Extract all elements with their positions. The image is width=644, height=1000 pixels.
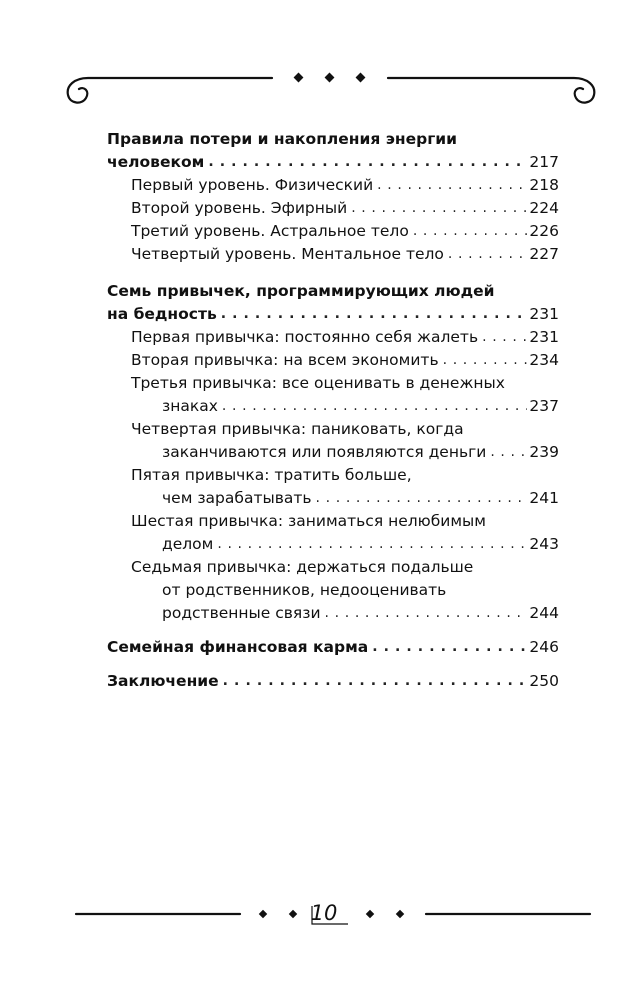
toc-page-number: 231 — [529, 328, 559, 346]
toc-entry-title-line: от родственников, недооценивать — [162, 581, 447, 599]
toc-page-number: 243 — [529, 535, 559, 553]
toc-entry-habit-6[interactable] — [107, 510, 559, 556]
toc-entry-line — [107, 487, 559, 510]
dot-leader — [377, 174, 527, 197]
toc-entry-title: Первый уровень. Физический — [131, 176, 374, 194]
toc-entry-title: Заключение — [107, 672, 219, 690]
toc-entry-habit-5[interactable] — [107, 464, 559, 510]
toc-page-number: 226 — [529, 222, 559, 240]
toc-entry-title: Семейная финансовая карма — [107, 638, 369, 656]
top-ornament — [0, 0, 644, 120]
toc-page-number: 224 — [529, 199, 559, 217]
toc-entry-habit-7[interactable] — [107, 556, 559, 625]
dot-leader — [221, 303, 527, 326]
table-of-contents — [107, 128, 559, 693]
toc-entry-line — [107, 303, 559, 326]
section-gap — [107, 625, 559, 636]
toc-page-number: 217 — [529, 153, 559, 171]
dot-leader — [448, 243, 527, 266]
toc-entry-title-line: родственные связи — [162, 604, 321, 622]
toc-page-number: 250 — [529, 672, 559, 690]
toc-page-number: 246 — [529, 638, 559, 656]
dot-leader — [208, 151, 527, 174]
toc-entry-title: Вторая привычка: на всем экономить — [131, 351, 439, 369]
toc-entry-title-line: заканчиваются или появляются деньги — [162, 443, 487, 461]
toc-page-number: 234 — [529, 351, 559, 369]
toc-entry-habit-2[interactable] — [107, 349, 559, 372]
dot-leader — [223, 670, 527, 693]
dot-leader — [351, 197, 527, 220]
section-gap — [107, 659, 559, 670]
dot-leader — [413, 220, 527, 243]
toc-entry-title-line: Шестая привычка: заниматься нелюбимым — [131, 512, 486, 530]
toc-page-number: 239 — [529, 443, 559, 461]
dot-leader — [325, 602, 527, 625]
toc-entry-physical-level[interactable] — [107, 174, 559, 197]
toc-entry-title: Третий уровень. Астральное тело — [131, 222, 409, 240]
toc-page-number: 227 — [529, 245, 559, 263]
toc-entry-conclusion[interactable] — [107, 670, 559, 693]
toc-entry-title-line: Седьмая привычка: держаться подальше — [131, 558, 474, 576]
dot-leader — [217, 533, 527, 556]
toc-entry-title-line: Правила потери и накопления энергии — [107, 130, 458, 148]
toc-page-number: 241 — [529, 489, 559, 507]
toc-entry-energy-rules[interactable] — [107, 128, 559, 174]
toc-entry-title-line: делом — [162, 535, 214, 553]
toc-entry-astral-level[interactable] — [107, 220, 559, 243]
toc-entry-title-line: Третья привычка: все оценивать в денежных — [131, 374, 505, 392]
toc-entry-habit-4[interactable] — [107, 418, 559, 464]
toc-entry-title-line: Четвертая привычка: паниковать, когда — [131, 420, 464, 438]
toc-entry-title: Четвертый уровень. Ментальное тело — [131, 245, 444, 263]
toc-entry-title-line: Семь привычек, программирующих людей — [107, 282, 495, 300]
toc-page-number: 231 — [529, 305, 559, 323]
toc-page-number: 218 — [529, 176, 559, 194]
toc-entry-mental-level[interactable] — [107, 243, 559, 266]
toc-entry-line — [107, 441, 559, 464]
toc-entry-title: Первая привычка: постоянно себя жалеть — [131, 328, 479, 346]
toc-entry-line — [107, 151, 559, 174]
toc-entry-seven-habits[interactable] — [107, 280, 559, 326]
dot-leader — [222, 395, 527, 418]
page-number: 10 — [310, 901, 338, 925]
toc-entry-title-line: знаках — [162, 397, 218, 415]
dot-leader — [443, 349, 527, 372]
toc-entry-title: Второй уровень. Эфирный — [131, 199, 348, 217]
toc-entry-habit-1[interactable] — [107, 326, 559, 349]
toc-entry-family-karma[interactable] — [107, 636, 559, 659]
toc-entry-line — [107, 395, 559, 418]
toc-entry-line — [107, 533, 559, 556]
toc-entry-title-line: Пятая привычка: тратить больше, — [131, 466, 412, 484]
toc-entry-title-line: человеком — [107, 153, 205, 171]
toc-page-number: 244 — [529, 604, 559, 622]
dot-leader — [316, 487, 527, 510]
toc-entry-habit-3[interactable] — [107, 372, 559, 418]
dot-leader — [490, 441, 527, 464]
toc-entry-title-line: на бедность — [107, 305, 217, 323]
toc-entry-title-line: чем зарабатывать — [162, 489, 312, 507]
toc-page-number: 237 — [529, 397, 559, 415]
section-gap — [107, 266, 559, 280]
dot-leader — [482, 326, 527, 349]
toc-entry-line — [107, 602, 559, 625]
toc-entry-etheric-level[interactable] — [107, 197, 559, 220]
dot-leader — [372, 636, 527, 659]
